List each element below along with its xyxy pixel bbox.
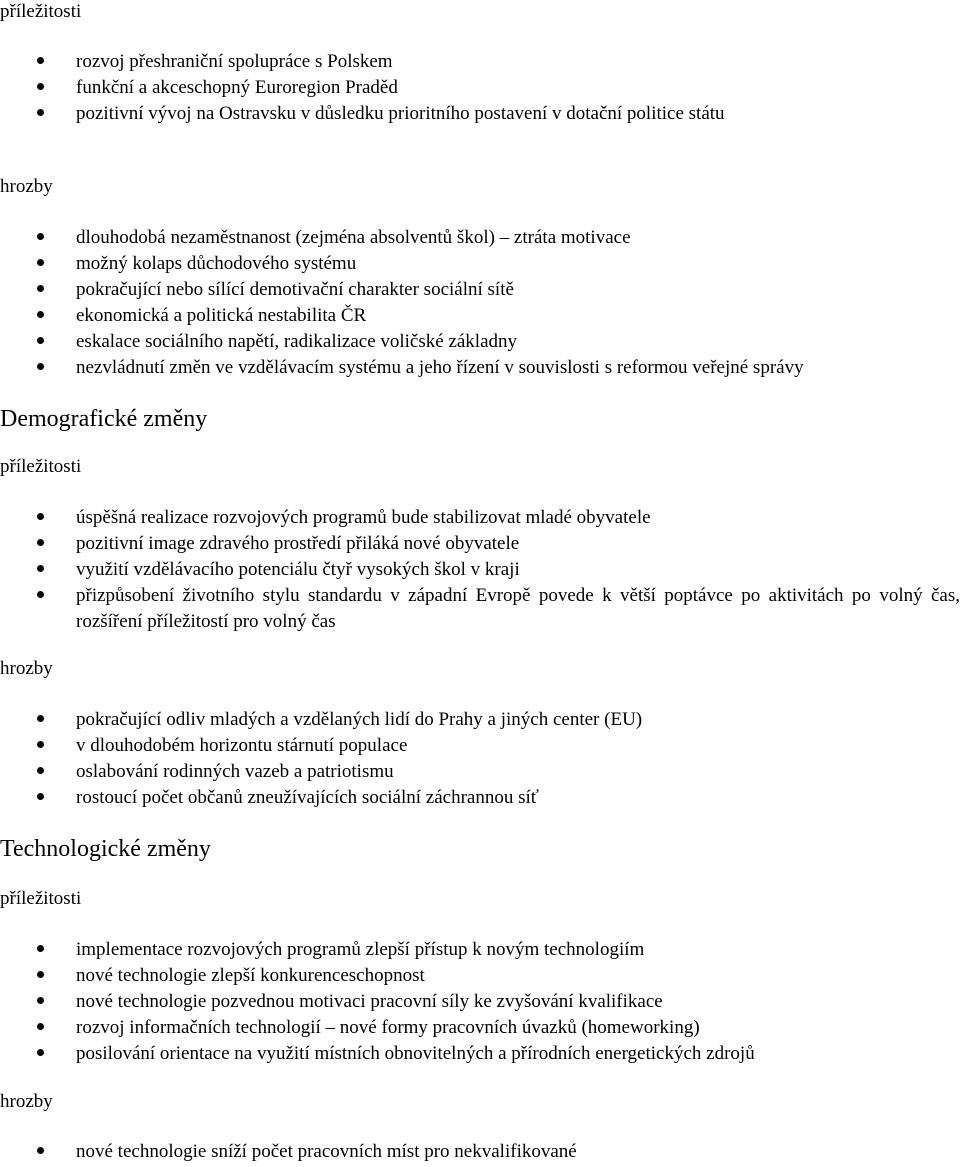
bullet-icon bbox=[37, 591, 44, 598]
document-page: příležitosti rozvoj přeshraniční spolupráce s Polskem funkční a akceschopný Euroregion Praděd pozitivní vývoj na Ostravsku v důsledku prioritního postavení v dotační politice státu hrozby dlouhodobá nezaměstnanost (zejména absolventů škol) – ztráta motivace možný kolaps důchodového systému pokračující nebo sílící demotivační charakter sociální sítě ekonomická a politická nestabilita ČR eskalace sociálního napětí, radikalizace voličské základny nezvládnutí změn ve vzdělávacím systému a jeho řízení v souvislosti s reformou veřejné správy Demografické změny příležitosti úspěšná realizace rozvojových programů bude stabilizovat mladé obyvatele pozitivní image zdravého prostředí přiláká nové obyvatele využití vzdělávacího potenciálu čtyř vysokých škol v kraji přizpůsobení životního stylu standardu v západní Evropě povede k větší poptávce po aktivitách po volný čas, rozšíření příležitostí pro volný čas hrozby pokračující odliv mladých a vzdělaných lidí do Prahy a jiných center (EU) v dlouhodobém horizontu stárnutí populace oslabování rodinných vazeb a patriotismu rostoucí počet občanů zneužívajících sociální záchrannou síť Technologické změny příležitosti implementace rozvojových programů zlepší přístup k novým technologiím nové technologie zlepší konkurenceschopnost nové technologie pozvednou motivaci pracovní síly ke zvyšování kvalifikace rozvoj informačních technologií – nové formy pracovních úvazků (homeworking) posilování orientace na využití místních obnovitelných a přírodních energetických zdrojů hrozby nové technologie sníží počet pracovních míst pro nekvalifikované bbox=[0, 1, 960, 1162]
bullet-icon bbox=[37, 793, 44, 800]
bullet-icon bbox=[37, 971, 44, 978]
bullet-icon bbox=[37, 539, 44, 546]
section-label-opportunities: příležitosti bbox=[0, 456, 82, 477]
section-label-opportunities: příležitosti bbox=[0, 1, 82, 22]
bullet-icon bbox=[37, 259, 44, 266]
bullet-icon bbox=[37, 83, 44, 90]
bullet-icon bbox=[37, 1023, 44, 1030]
section-label-threats: hrozby bbox=[0, 658, 53, 679]
section-label-threats: hrozby bbox=[0, 176, 53, 197]
bullet-icon bbox=[37, 233, 44, 240]
bullet-icon bbox=[37, 767, 44, 774]
section-label-opportunities: příležitosti bbox=[0, 888, 82, 909]
bullet-icon bbox=[37, 715, 44, 722]
bullet-icon bbox=[37, 57, 44, 64]
bullet-icon bbox=[37, 1049, 44, 1056]
bullet-icon bbox=[37, 363, 44, 370]
section-heading: Demografické změny bbox=[0, 406, 208, 432]
bullet-icon bbox=[37, 285, 44, 292]
bullet-icon bbox=[37, 945, 44, 952]
bullet-icon bbox=[37, 337, 44, 344]
section-heading: Technologické změny bbox=[0, 836, 211, 862]
bullet-icon bbox=[37, 513, 44, 520]
bullet-icon bbox=[37, 311, 44, 318]
bullet-icon bbox=[37, 741, 44, 748]
bullet-icon bbox=[37, 109, 44, 116]
section-label-threats: hrozby bbox=[0, 1091, 53, 1112]
bullet-icon bbox=[37, 997, 44, 1004]
bullet-icon bbox=[37, 1147, 44, 1154]
bullet-icon bbox=[37, 565, 44, 572]
